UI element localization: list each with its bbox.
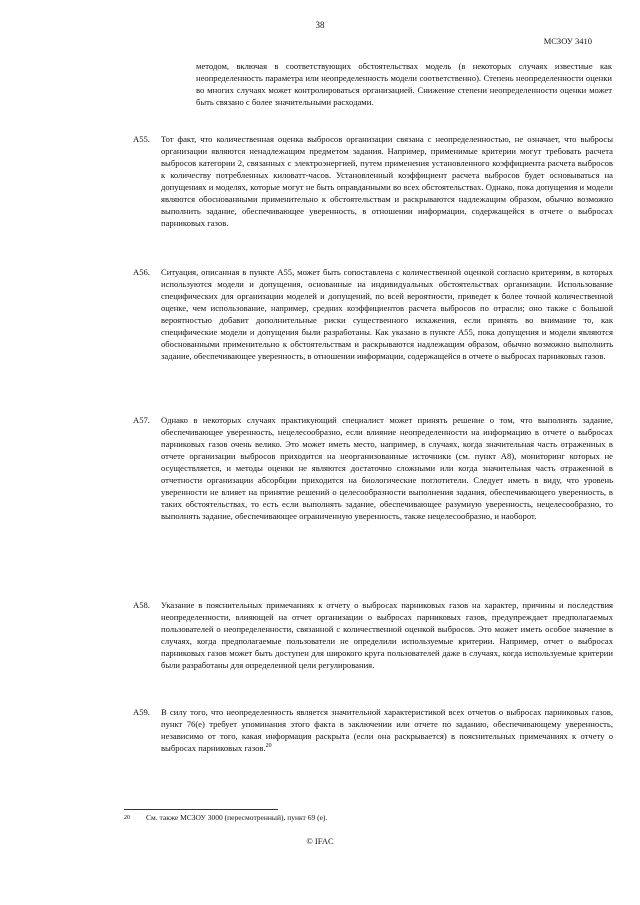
paragraph-number: A58.	[133, 600, 150, 610]
footnote-text: См. также МСЗОУ 3000 (пересмотренный), пункт 69 (е).	[146, 813, 328, 822]
paragraph-number: A56.	[133, 267, 150, 277]
paragraph-number: A55.	[133, 134, 150, 144]
paragraph-text: Однако в некоторых случаях практикующий специалист может принять решение о том, что выполнять задание, обеспечивающее уверенность, нецелесообразно, если влияние неопределенности на информацию в отчете о выбросах парниковых газов очень велико. Это может иметь место, например, в случаях, когда значительная часть отраженных в отчете организации выбросов приходится на неорганизованные источники (см. пункт A8), мониторинг которых не осуществляется, и методы оценки не являются достаточно сложными или когда значительная часть отраженной в отчетности организации абсорбции приходится на биологические поглотители. Следует иметь в виду, что уровень уверенности не влияет на принятие решений о целесообразности выполнения задания, обеспечивающего уверенность, в таких обстоятельствах, то есть если выполнять задание, обеспечивающее разумную уверенность, нецелесообразно, то выполнять задание, обеспечивающее ограниченную уверенность, также нецелесообразно, и наоборот.	[161, 415, 613, 521]
intro-paragraph: методом, включая в соответствующих обстоятельствах модель (в некоторых случаях известные как неопределенность параметра или неопределенность модели соответственно). Степень неопределенности оценки во многих случаях может контролироваться организацией. Снижение степени неопределенности оценки может быть связано с более значительными расходами.	[196, 61, 612, 107]
footnote-reference: 20	[265, 743, 272, 750]
paragraph-text: Тот факт, что количественная оценка выбросов организации связана с неопределенностью, не означает, что выбросы организации являются ненадлежащим предметом задания. Например, применимые критерии могут требовать расчета выбросов категории 2, связанных с электроэнергией, путем применения установленного коэффициента расчета выбросов к количеству потребленных киловатт-часов. Установленный коэффициент расчета выбросов будет основываться на допущениях и моделях, которые могут не быть оправданными во всех обстоятельствах. Однако, пока допущения и модели являются обоснованными применительно к обстоятельствам и раскрываются надлежащим образом, обычно возможно выполнить задание, обеспечивающее уверенность, в отношении информации, содержащейся в отчете о выбросах парниковых газов.	[161, 134, 613, 228]
footnote-number: 20	[124, 815, 130, 821]
paragraph-text: Ситуация, описанная в пункте A55, может быть сопоставлена с количественной оценкой согласно критериям, в которых используются модели и допущения, основанные на индивидуальных обстоятельствах организации. Использование специфических для организации моделей и допущений, по всей вероятности, приведет к более точной количественной оценке, чем использование, например, средних коэффициентов расчета выбросов по отрасли; оно также с большой вероятностью добавит дополнительные риски существенного искажения, если принять во внимание то, как специфические модели и допущения были разработаны. Как указано в пункте A55, пока допущения и модели являются обоснованными применительно к обстоятельствам и раскрываются надлежащим образом, обычно возможно выполнить задание, обеспечивающее уверенность, в отношении информации, содержащейся в отчете о выбросах парниковых газов.	[161, 267, 613, 361]
footnote	[124, 813, 604, 823]
paragraph-a59	[133, 706, 613, 754]
paragraph-text-content: В силу того, что неопределенность является значительной характеристикой всех отчетов о выбросах парниковых газов, пункт 76(е) требует упоминания этого факта в заключении или отчете по заданию, обеспечивающему уверенность, независимо от того, какая информация раскрыта (если она раскрывается) в пояснительных примечаниях к отчету о выбросах парниковых газов.	[161, 707, 613, 753]
paragraph-text: Указание в пояснительных примечаниях к отчету о выбросах парниковых газов на характер, причины и последствия неопределенности, влияющей на отчет организации о выбросах парниковых газов, предупреждает предполагаемых пользователей о неопределенности, связанной с количественной оценкой выбросов. Это может иметь особое значение в случаях, когда предполагаемые пользователи не определили используемые критерии. Например, отчет о выбросах парниковых газов может быть доступен для широкого круга пользователей даже в случаях, когда используемые критерии были разработаны для определенной цели регулирования.	[161, 600, 613, 670]
document-code: МСЗОУ 3410	[543, 36, 592, 46]
paragraph-a57	[133, 414, 613, 522]
paragraph-number: A57.	[133, 415, 150, 425]
paragraph-text	[161, 706, 613, 754]
copyright-footer: © IFAC	[306, 836, 334, 846]
paragraph-number: A59.	[133, 707, 150, 717]
page-number: 38	[315, 20, 325, 30]
paragraph-a56	[133, 266, 613, 362]
footnote-divider	[124, 809, 278, 810]
paragraph-a58	[133, 599, 613, 671]
paragraph-a55	[133, 133, 613, 229]
